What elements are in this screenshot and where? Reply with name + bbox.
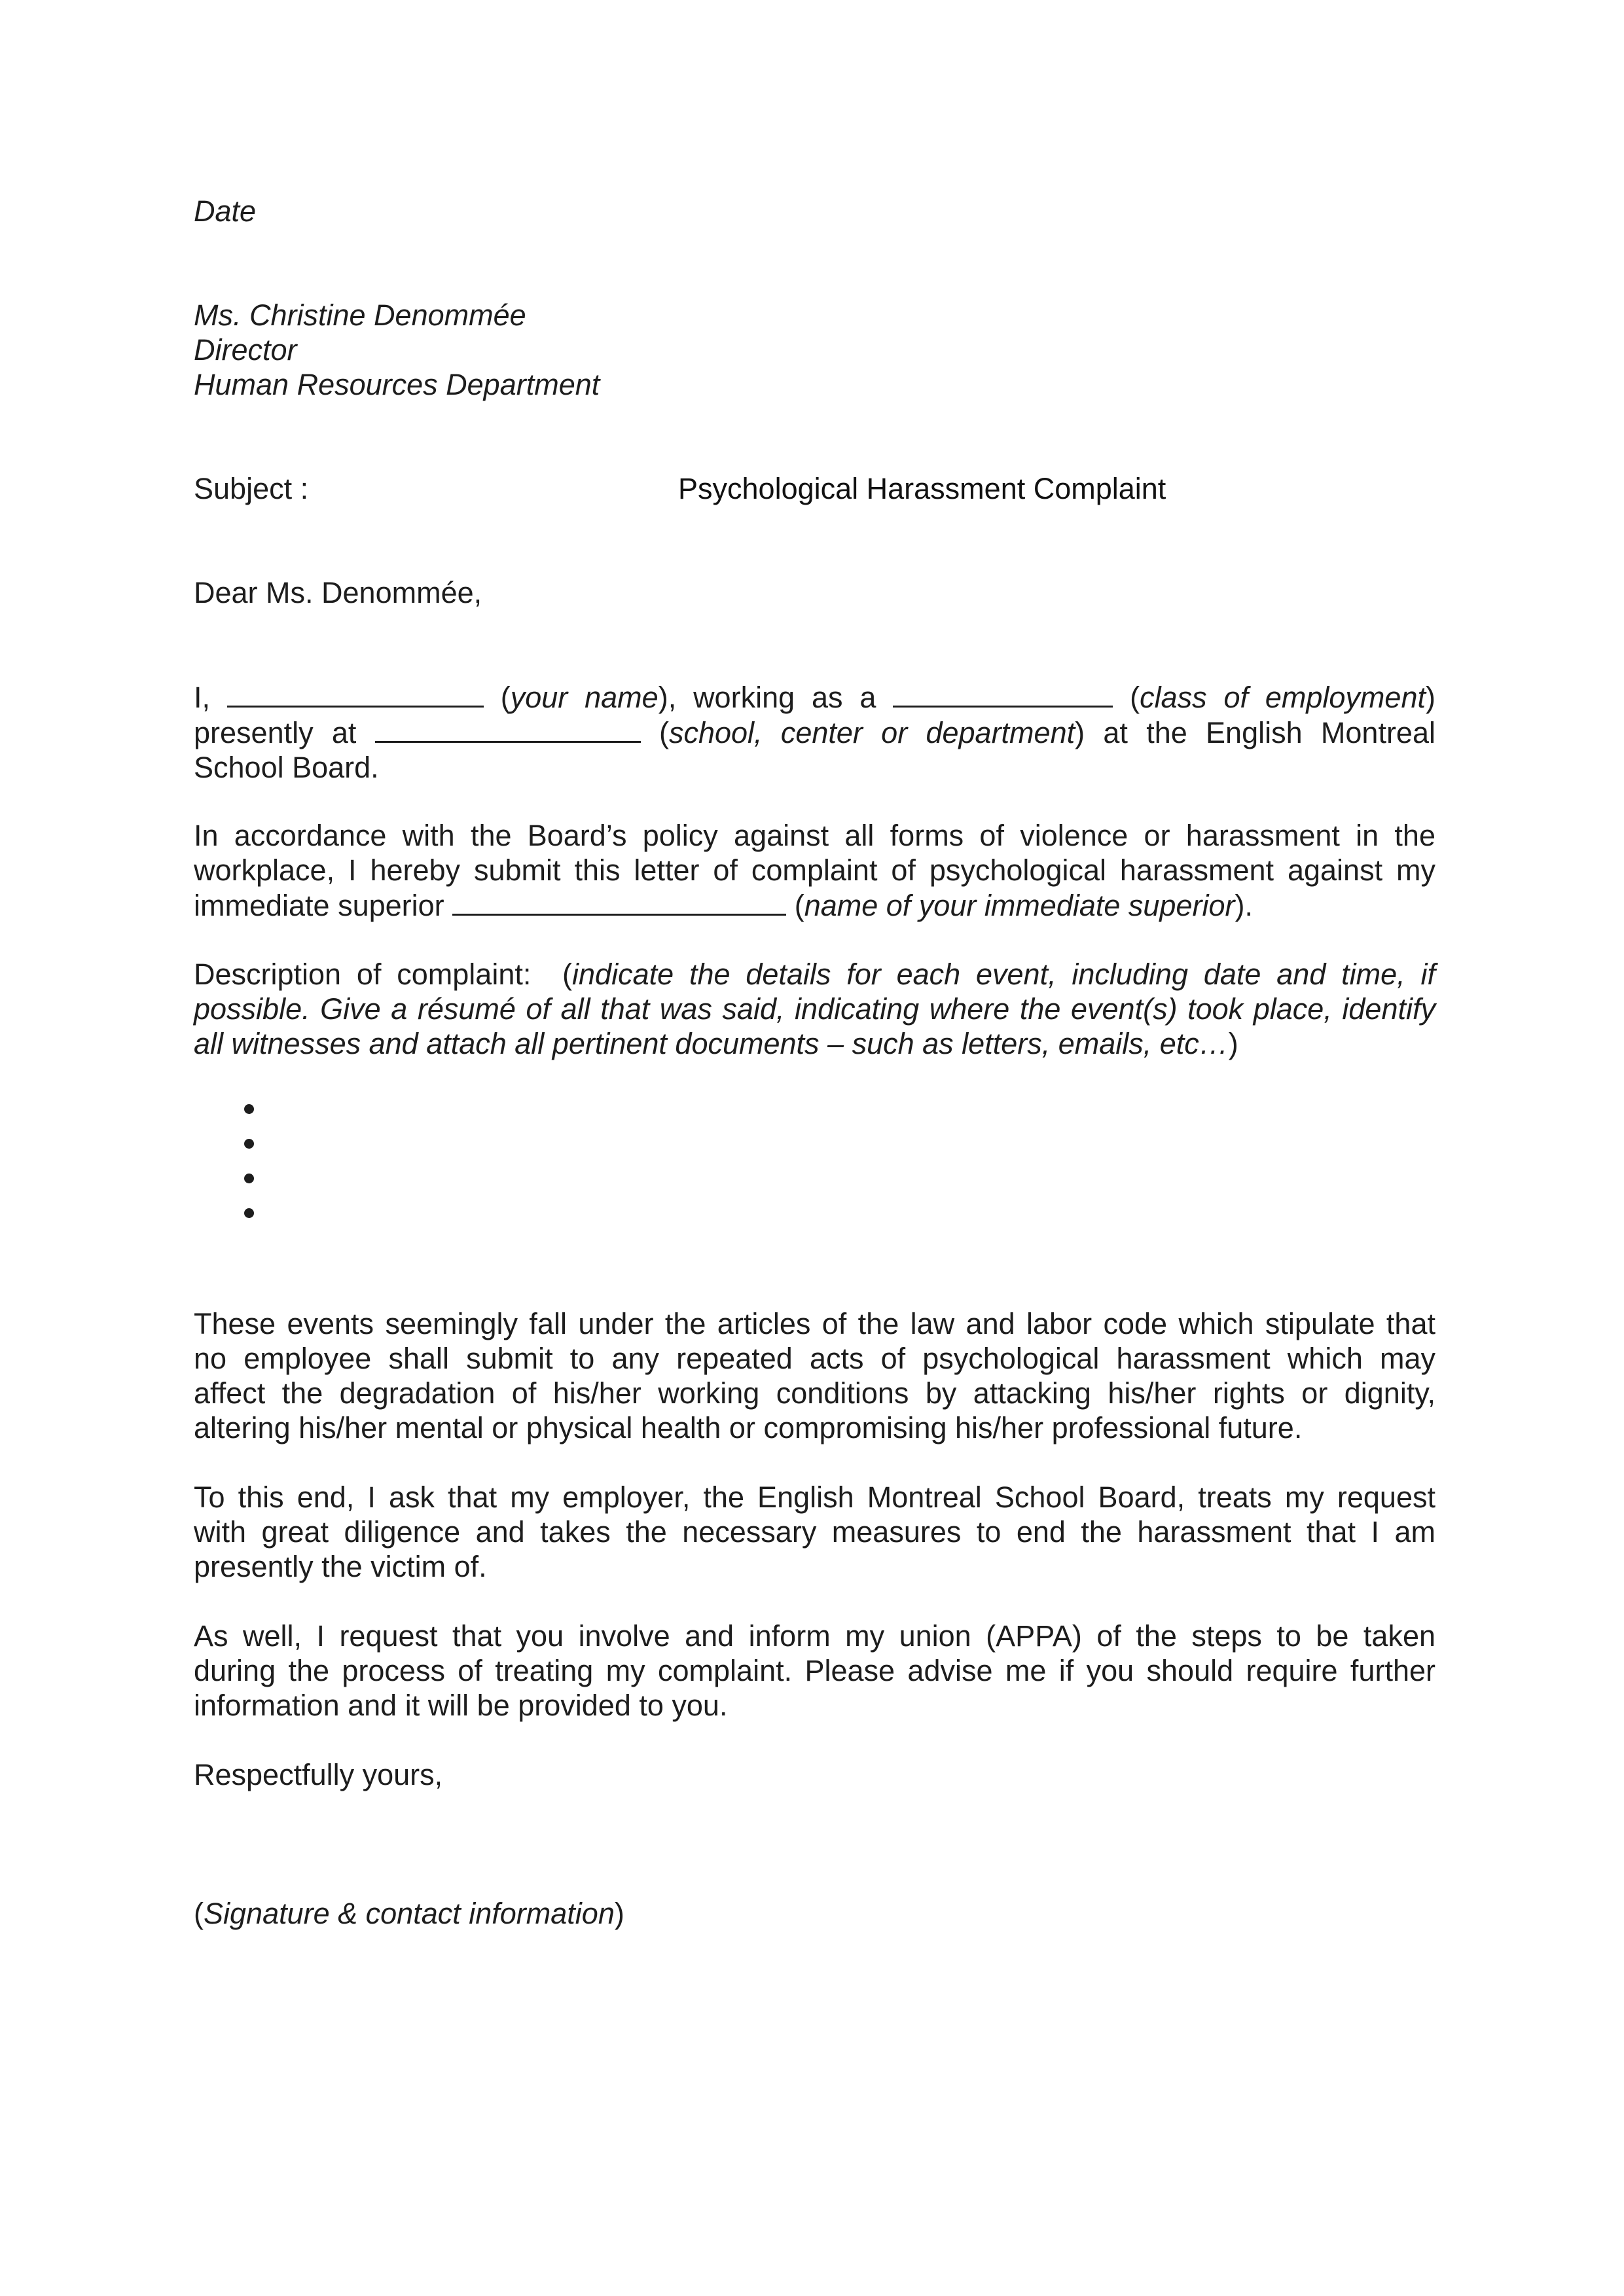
paragraph-policy-line-1: In accordance with the Board’s policy against all forms of violence or harassment in the xyxy=(194,819,1435,852)
superior-hint: name of your immediate superior xyxy=(804,889,1235,922)
paren-open: ( xyxy=(659,716,669,749)
description-hint-1: indicate the details for each event, including date and time, if xyxy=(572,958,1436,991)
description-line-2: possible. Give a résumé of all that was said, indicating where the event(s) took place, identify xyxy=(194,992,1435,1026)
recipient-name: Ms. Christine Denommée xyxy=(194,298,526,332)
paragraph-law-line-3: affect the degradation of his/her working conditions by attacking his/her rights or dignity, xyxy=(194,1376,1435,1410)
paragraph-policy xyxy=(194,818,1435,923)
text-working-as: working as a xyxy=(693,681,876,714)
list-item xyxy=(239,1194,370,1229)
text-immediate-superior: immediate superior xyxy=(194,889,444,922)
superior-blank xyxy=(452,888,786,916)
recipient-block xyxy=(194,298,1435,402)
paren-close: ). xyxy=(1235,889,1253,922)
class-of-employment-blank xyxy=(893,679,1113,708)
school-hint: school, center or department xyxy=(668,716,1075,749)
paragraph-law-line-2: no employee shall submit to any repeated acts of psychological harassment which may xyxy=(194,1342,1435,1375)
school-blank xyxy=(375,715,641,743)
paren-open: ( xyxy=(1130,681,1140,714)
text-at-board: at the English Montreal xyxy=(1103,716,1435,749)
paragraph-request-line-3: presently the victim of. xyxy=(194,1550,487,1583)
subject-line xyxy=(194,471,1435,506)
paragraph-request-line-1: To this end, I ask that my employer, the English Montreal School Board, treats my request xyxy=(194,1480,1435,1514)
paren-open: ( xyxy=(500,681,511,714)
date-label xyxy=(194,194,1435,228)
text-i: I, xyxy=(194,681,211,714)
paren-close: ) xyxy=(1075,716,1085,749)
paragraph-union xyxy=(194,1619,1435,1723)
complaint-event-list xyxy=(239,1090,370,1229)
paragraph-request-line-2: with great diligence and takes the necessary measures to end the harassment that I am xyxy=(194,1515,1435,1549)
signature-hint: Signature & contact information xyxy=(204,1897,615,1930)
signature-line xyxy=(194,1896,1435,1931)
description-label: Description of complaint: xyxy=(194,958,532,991)
paren-close: ), xyxy=(658,681,677,714)
paragraph-identity-line-3: School Board. xyxy=(194,751,379,784)
your-name-blank xyxy=(227,679,484,708)
paragraph-law xyxy=(194,1306,1435,1445)
paren-open: ( xyxy=(194,1897,204,1930)
paragraph-identity-line-2 xyxy=(194,715,1435,750)
list-item xyxy=(239,1124,370,1159)
salutation-text: Dear Ms. Denommée, xyxy=(194,576,482,609)
closing-text: Respectfully yours, xyxy=(194,1758,443,1791)
list-item xyxy=(239,1090,370,1124)
closing xyxy=(194,1757,1435,1792)
date-text: Date xyxy=(194,194,257,228)
your-name-hint: your name xyxy=(510,681,659,714)
description-hint-3: all witnesses and attach all pertinent documents – such as letters, emails, etc… xyxy=(194,1027,1229,1060)
paragraph-identity xyxy=(194,679,1435,785)
paren-close: ) xyxy=(614,1897,624,1930)
paragraph-identity-line-1 xyxy=(194,679,1435,715)
description-line-1 xyxy=(194,957,1435,992)
text-presently-at: presently at xyxy=(194,716,357,749)
class-of-employment-hint: class of employment xyxy=(1140,681,1426,714)
paragraph-union-line-3: information and it will be provided to you. xyxy=(194,1689,728,1722)
paragraph-policy-line-3 xyxy=(194,888,1435,923)
paren-open: ( xyxy=(562,958,573,991)
subject-value: Psychological Harassment Complaint xyxy=(678,472,1166,505)
description-paragraph xyxy=(194,957,1435,1061)
description-line-3 xyxy=(194,1026,1435,1061)
paren-close: ) xyxy=(1228,1027,1238,1060)
subject-label: Subject : xyxy=(194,472,309,505)
paragraph-law-line-4: altering his/her mental or physical health or compromising his/her professional future. xyxy=(194,1411,1303,1444)
paren-close: ) xyxy=(1425,681,1435,714)
recipient-department: Human Resources Department xyxy=(194,368,600,401)
paren-open: ( xyxy=(794,889,804,922)
paragraph-request xyxy=(194,1480,1435,1584)
paragraph-union-line-1: As well, I request that you involve and inform my union (APPA) of the steps to be taken xyxy=(194,1619,1435,1653)
recipient-title: Director xyxy=(194,333,297,367)
paragraph-policy-line-2: workplace, I hereby submit this letter of complaint of psychological harassment against my xyxy=(194,853,1435,887)
salutation xyxy=(194,575,1435,610)
paragraph-union-line-2: during the process of treating my complaint. Please advise me if you should require further xyxy=(194,1654,1435,1687)
list-item xyxy=(239,1159,370,1194)
paragraph-law-line-1: These events seemingly fall under the articles of the law and labor code which stipulate that xyxy=(194,1307,1435,1340)
